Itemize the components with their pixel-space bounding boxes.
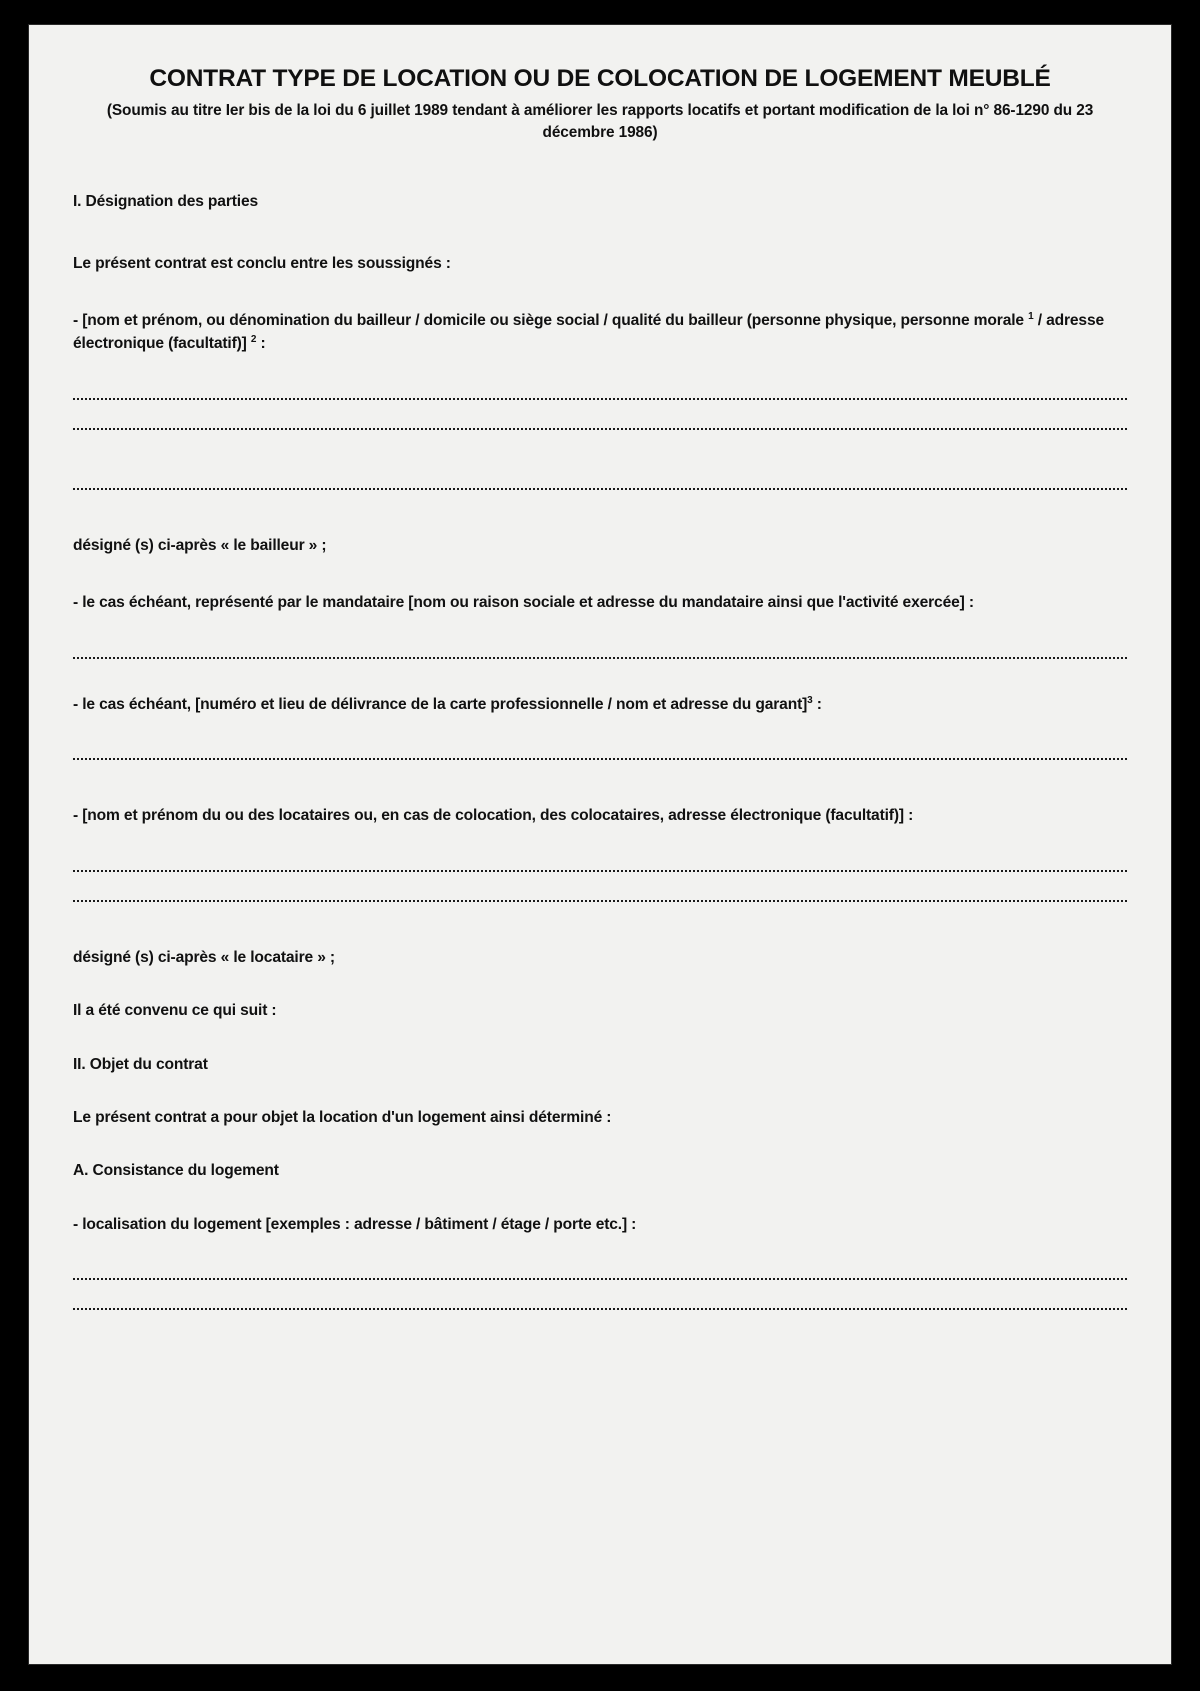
spacer [73,400,1127,428]
bailleur-text-part2: / adresse électronique (facultatif)] [73,312,1104,353]
spacer [73,1183,1127,1213]
document-body [73,190,1127,1310]
spacer [73,872,1127,900]
list-item-garant [73,693,1127,717]
spacer [73,716,1127,758]
spacer [73,615,1127,657]
paragraph-designe-locataire: désigné (s) ci-après « le locataire » ; [73,948,335,966]
paragraph-intro-soussignes: Le présent contrat est conclu entre les soussignés : [73,254,451,272]
document-page [28,24,1172,1665]
spacer [73,1076,1127,1106]
spacer [73,1280,1127,1308]
garant-text-part1: - le cas échéant, [numéro et lieu de délivrance de la carte professionnelle / nom et adresse du garant] [73,696,808,714]
list-item-localisation: - localisation du logement [exemples : adresse / bâtiment / étage / porte etc.] : [73,1215,637,1233]
bailleur-text-part1: - [nom et prénom, ou dénomination du bailleur / domicile ou siège social / qualité du bailleur (personne physique, personne morale [73,312,1029,330]
spacer [73,659,1127,693]
spacer [73,490,1127,534]
page-title: CONTRAT TYPE DE LOCATION OU DE COLOCATION DE LOGEMENT MEUBLÉ [149,65,1051,92]
list-item-mandataire: - le cas échéant, représenté par le mandataire [nom ou raison sociale et adresse du mandataire ainsi que l'activité exercée] : [73,594,974,612]
spacer [73,430,1127,488]
paragraph-designe-bailleur: désigné (s) ci-après « le bailleur » ; [73,537,327,555]
footnote-marker-1: 1 [1028,310,1034,322]
subsection-heading-consistance-du-logement: A. Consistance du logement [73,1162,279,1180]
garant-text-part2: : [812,696,822,714]
spacer [73,214,1127,252]
fill-in-line[interactable] [73,1308,1127,1310]
spacer [73,902,1127,946]
paragraph-convenu: Il a été convenu ce qui suit : [73,1002,277,1020]
section-heading-objet-du-contrat: II. Objet du contrat [73,1055,208,1073]
list-item-bailleur [73,309,1127,356]
list-item-locataire: - [nom et prénom du ou des locataires ou, en cas de colocation, des colocataires, adresse électronique (facultatif)] : [73,807,914,825]
section-heading-designation-des-parties: I. Désignation des parties [73,193,259,211]
spacer [73,828,1127,870]
footnote-marker-2: 2 [250,334,257,346]
footnote-marker-3: 3 [807,694,813,706]
bailleur-text-part3: : [256,335,266,353]
spacer [73,275,1127,309]
spacer [73,1236,1127,1278]
paragraph-objet-intro: Le présent contrat a pour objet la location d'un logement ainsi déterminé : [73,1108,612,1126]
spacer [73,356,1127,398]
spacer [73,557,1127,591]
spacer [73,969,1127,999]
spacer [73,1129,1127,1159]
page-subtitle: (Soumis au titre Ier bis de la loi du 6 juillet 1989 tendant à améliorer les rapports locatifs et portant modification de la loi n° 86-1290 du 23 décembre 1986) [106,102,1094,142]
spacer [73,1023,1127,1053]
spacer [73,760,1127,804]
